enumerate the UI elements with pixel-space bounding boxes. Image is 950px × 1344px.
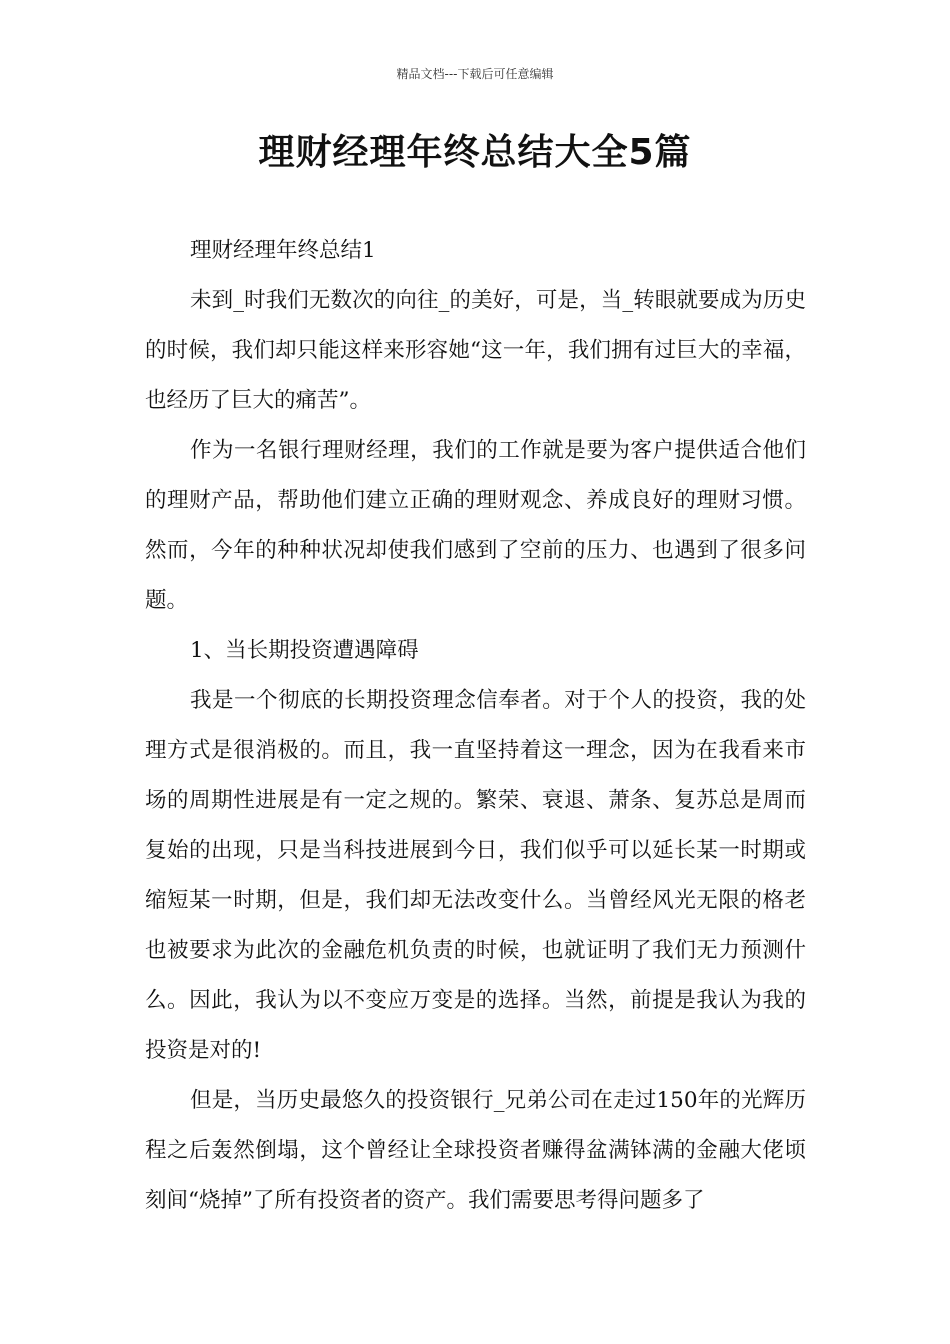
paragraph: 但是，当历史最悠久的投资银行_兄弟公司在走过150年的光辉历程之后轰然倒塌，这个曾经让全球投资者赚得盆满钵满的金融大佬顷刻间“烧掉”了所有投资者的资产。我们需要思考得问题多了 bbox=[145, 1088, 806, 1213]
paragraph: 我是一个彻底的长期投资理念信奉者。对于个人的投资，我的处理方式是很消极的。而且，我一直坚持着这一理念，因为在我看来市场的周期性进展是有一定之规的。繁荣、衰退、萧条、复苏总是周而复始的出现，只是当科技进展到今日，我们似乎可以延长某一时期或缩短某一时期，但是，我们却无法改变什么。当曾经风光无限的格老也被要求为此次的金融危机负责的时候，也就证明了我们无力预测什么。因此，我认为以不变应万变是的选择。当然，前提是我认为我的投资是对的! bbox=[145, 688, 806, 1063]
document-body bbox=[145, 226, 806, 1226]
document-title: 理财经理年终总结大全5篇 bbox=[258, 132, 692, 173]
section-heading: 1、当长期投资遭遇障碍 bbox=[190, 638, 419, 663]
paragraph: 未到_时我们无数次的向往_的美好，可是，当_转眼就要成为历史的时候，我们却只能这样来形容她“这一年，我们拥有过巨大的幸福，也经历了巨大的痛苦”。 bbox=[145, 288, 806, 413]
header-note: 精品文档---下载后可任意编辑 bbox=[396, 67, 554, 81]
section-heading: 理财经理年终总结1 bbox=[190, 238, 376, 263]
paragraph: 作为一名银行理财经理，我们的工作就是要为客户提供适合他们的理财产品，帮助他们建立正确的理财观念、养成良好的理财习惯。然而，今年的种种状况却使我们感到了空前的压力、也遇到了很多问题。 bbox=[145, 438, 806, 613]
